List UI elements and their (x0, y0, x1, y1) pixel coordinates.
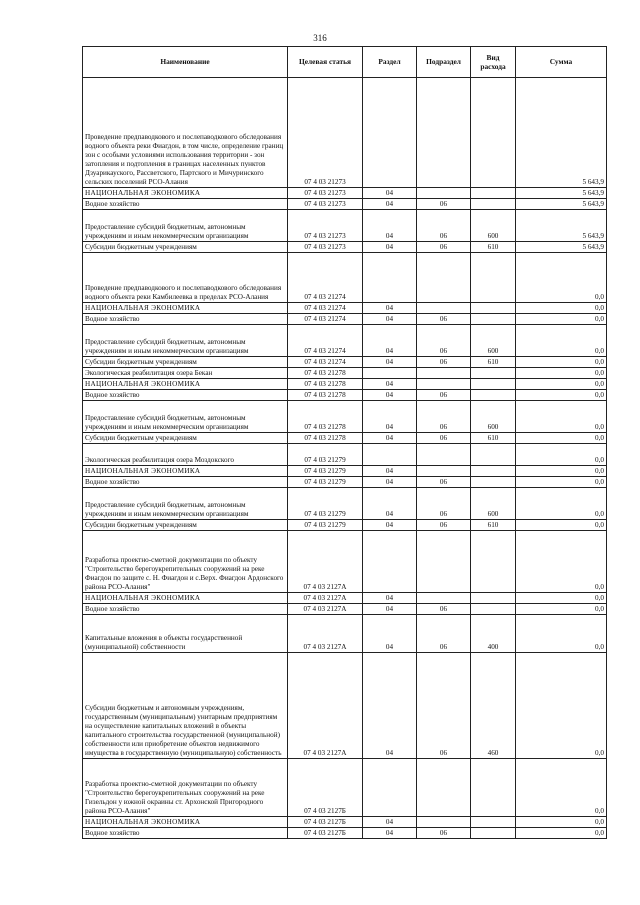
section-cell: 04 (363, 817, 417, 828)
target-article-cell: 07 4 03 21279 (288, 488, 363, 520)
sum-cell: 0,0 (516, 615, 607, 653)
target-article-cell: 07 4 03 21274 (288, 314, 363, 325)
table-row (83, 78, 607, 188)
sum-cell: 5 643,9 (516, 188, 607, 199)
sum-cell: 0,0 (516, 401, 607, 433)
expense-type-cell (471, 477, 516, 488)
section-cell (363, 368, 417, 379)
table-row (83, 325, 607, 357)
expense-type-cell (471, 828, 516, 839)
sum-cell: 0,0 (516, 520, 607, 531)
subsection-cell: 06 (417, 604, 471, 615)
row-name-cell: Проведение предпаводкового и послепаводкового обследования водного объекта реки Камбилеевка в пределах РСО-Алания (83, 253, 288, 303)
expense-type-cell (471, 390, 516, 401)
sum-cell: 5 643,9 (516, 199, 607, 210)
row-name-cell: НАЦИОНАЛЬНАЯ ЭКОНОМИКА (83, 188, 288, 199)
subsection-cell (417, 303, 471, 314)
section-cell: 04 (363, 390, 417, 401)
expense-type-cell: 610 (471, 242, 516, 253)
sum-cell: 5 643,9 (516, 242, 607, 253)
sum-cell: 0,0 (516, 531, 607, 593)
target-article-cell: 07 4 03 2127А (288, 615, 363, 653)
subsection-cell (417, 379, 471, 390)
row-name-cell: Проведение предпаводкового и послепаводкового обследования водного объекта реки Фиагдон, в том числе, определение границ зон с особыми условиями использования территории - зон затопления и подтопления в границах населенных пунктов Дзуарикауского, Рассветского, Партского и Мичуринского сельских поселений РСО-Алания (83, 78, 288, 188)
expense-type-cell: 610 (471, 520, 516, 531)
sum-cell: 0,0 (516, 488, 607, 520)
expense-type-cell: 400 (471, 615, 516, 653)
header-name: Наименование (83, 47, 288, 78)
table-header-row (83, 47, 607, 78)
subsection-cell: 06 (417, 477, 471, 488)
target-article-cell: 07 4 03 21279 (288, 520, 363, 531)
table-row (83, 615, 607, 653)
subsection-cell (417, 466, 471, 477)
subsection-cell: 06 (417, 488, 471, 520)
target-article-cell: 07 4 03 2127А (288, 531, 363, 593)
row-name-cell: Водное хозяйство (83, 604, 288, 615)
sum-cell: 5 643,9 (516, 210, 607, 242)
target-article-cell: 07 4 03 21278 (288, 368, 363, 379)
section-cell: 04 (363, 379, 417, 390)
table-row (83, 477, 607, 488)
section-cell: 04 (363, 188, 417, 199)
table-row (83, 253, 607, 303)
target-article-cell: 07 4 03 21274 (288, 303, 363, 314)
subsection-cell: 06 (417, 390, 471, 401)
row-name-cell: Водное хозяйство (83, 199, 288, 210)
sum-cell: 0,0 (516, 357, 607, 368)
expense-type-cell: 610 (471, 357, 516, 368)
section-cell: 04 (363, 210, 417, 242)
table-row (83, 199, 607, 210)
subsection-cell: 06 (417, 401, 471, 433)
sum-cell: 0,0 (516, 444, 607, 466)
sum-cell: 0,0 (516, 477, 607, 488)
row-name-cell: Водное хозяйство (83, 314, 288, 325)
target-article-cell: 07 4 03 21273 (288, 210, 363, 242)
row-name-cell: Субсидии бюджетным и автономным учреждениям, государственным (муниципальным) унитарным предприятиям на осуществление капитальных вложений в объекты капитального строительства государственной (муниципальной) собственности или приобретение объектов недвижимого имущества в государственную (муниципальную) собственность (83, 653, 288, 759)
table-row (83, 242, 607, 253)
target-article-cell: 07 4 03 21279 (288, 466, 363, 477)
subsection-cell (417, 78, 471, 188)
subsection-cell (417, 253, 471, 303)
row-name-cell: Экологическая реабилитация озера Моздокского (83, 444, 288, 466)
target-article-cell: 07 4 03 2127Б (288, 817, 363, 828)
sum-cell: 0,0 (516, 368, 607, 379)
table-row (83, 759, 607, 817)
subsection-cell: 06 (417, 520, 471, 531)
section-cell (363, 253, 417, 303)
expense-type-cell (471, 817, 516, 828)
section-cell (363, 531, 417, 593)
table-row (83, 357, 607, 368)
section-cell: 04 (363, 615, 417, 653)
target-article-cell: 07 4 03 21279 (288, 477, 363, 488)
table-row (83, 604, 607, 615)
expense-type-cell: 600 (471, 325, 516, 357)
subsection-cell: 06 (417, 314, 471, 325)
sum-cell: 0,0 (516, 466, 607, 477)
section-cell: 04 (363, 199, 417, 210)
sum-cell: 0,0 (516, 314, 607, 325)
expense-type-cell: 610 (471, 433, 516, 444)
section-cell: 04 (363, 242, 417, 253)
subsection-cell: 06 (417, 357, 471, 368)
expense-type-cell (471, 593, 516, 604)
subsection-cell (417, 444, 471, 466)
target-article-cell: 07 4 03 2127Б (288, 759, 363, 817)
table-row (83, 433, 607, 444)
subsection-cell: 06 (417, 242, 471, 253)
sum-cell: 0,0 (516, 253, 607, 303)
section-cell: 04 (363, 593, 417, 604)
row-name-cell: Предоставление субсидий бюджетным, автономным учреждениям и иным некоммерческим организациям (83, 325, 288, 357)
row-name-cell: Субсидии бюджетным учреждениям (83, 520, 288, 531)
table-row (83, 303, 607, 314)
subsection-cell (417, 368, 471, 379)
row-name-cell: Предоставление субсидий бюджетным, автономным учреждениям и иным некоммерческим организациям (83, 488, 288, 520)
table-row (83, 488, 607, 520)
sum-cell: 0,0 (516, 433, 607, 444)
table-row (83, 653, 607, 759)
table-row (83, 379, 607, 390)
subsection-cell (417, 188, 471, 199)
subsection-cell: 06 (417, 828, 471, 839)
table-row (83, 188, 607, 199)
row-name-cell: Разработка проектно-сметной документации по объекту "Строительство берегоукрепительных сооружений на реке Гизельдон у южной окраины ст. Архонской Пригородного района РСО-Алания" (83, 759, 288, 817)
section-cell: 04 (363, 325, 417, 357)
expense-type-cell (471, 314, 516, 325)
sum-cell: 0,0 (516, 379, 607, 390)
sum-cell: 0,0 (516, 390, 607, 401)
subsection-cell (417, 759, 471, 817)
section-cell: 04 (363, 466, 417, 477)
target-article-cell: 07 4 03 21274 (288, 357, 363, 368)
table-row (83, 817, 607, 828)
table-row (83, 390, 607, 401)
sum-cell: 0,0 (516, 828, 607, 839)
subsection-cell: 06 (417, 615, 471, 653)
table-body (83, 78, 607, 839)
sum-cell: 0,0 (516, 593, 607, 604)
row-name-cell: Разработка проектно-сметной документации по объекту "Строительство берегоукрепительных сооружений на реке Фиагдон по защите с. Н. Фиагдон и с.Верх. Фиагдон Ардонского района РСО-Алания" (83, 531, 288, 593)
section-cell: 04 (363, 828, 417, 839)
table-row (83, 314, 607, 325)
table-row (83, 531, 607, 593)
target-article-cell: 07 4 03 21273 (288, 78, 363, 188)
row-name-cell: Водное хозяйство (83, 477, 288, 488)
subsection-cell: 06 (417, 433, 471, 444)
table-row (83, 593, 607, 604)
row-name-cell: НАЦИОНАЛЬНАЯ ЭКОНОМИКА (83, 379, 288, 390)
expense-type-cell (471, 199, 516, 210)
sum-cell: 5 643,9 (516, 78, 607, 188)
row-name-cell: Водное хозяйство (83, 390, 288, 401)
row-name-cell: Субсидии бюджетным учреждениям (83, 242, 288, 253)
target-article-cell: 07 4 03 21279 (288, 444, 363, 466)
page-number: 316 (313, 33, 327, 43)
row-name-cell: Предоставление субсидий бюджетным, автономным учреждениям и иным некоммерческим организациям (83, 401, 288, 433)
row-name-cell: НАЦИОНАЛЬНАЯ ЭКОНОМИКА (83, 303, 288, 314)
target-article-cell: 07 4 03 21273 (288, 188, 363, 199)
expense-type-cell (471, 78, 516, 188)
subsection-cell (417, 817, 471, 828)
table-row (83, 444, 607, 466)
section-cell: 04 (363, 303, 417, 314)
row-name-cell: Водное хозяйство (83, 828, 288, 839)
subsection-cell (417, 593, 471, 604)
subsection-cell: 06 (417, 653, 471, 759)
subsection-cell: 06 (417, 210, 471, 242)
row-name-cell: Капитальные вложения в объекты государственной (муниципальной) собственности (83, 615, 288, 653)
target-article-cell: 07 4 03 2127А (288, 604, 363, 615)
expense-type-cell: 600 (471, 488, 516, 520)
table-row (83, 828, 607, 839)
section-cell: 04 (363, 357, 417, 368)
expense-type-cell: 600 (471, 210, 516, 242)
expense-type-cell: 600 (471, 401, 516, 433)
expense-type-cell (471, 379, 516, 390)
sum-cell: 0,0 (516, 817, 607, 828)
section-cell (363, 78, 417, 188)
row-name-cell: Субсидии бюджетным учреждениям (83, 433, 288, 444)
sum-cell: 0,0 (516, 759, 607, 817)
budget-table (82, 46, 607, 839)
target-article-cell: 07 4 03 2127А (288, 653, 363, 759)
section-cell: 04 (363, 653, 417, 759)
section-cell: 04 (363, 433, 417, 444)
expense-type-cell (471, 444, 516, 466)
target-article-cell: 07 4 03 21278 (288, 401, 363, 433)
sum-cell: 0,0 (516, 604, 607, 615)
table-row (83, 210, 607, 242)
table-row (83, 520, 607, 531)
subsection-cell (417, 531, 471, 593)
row-name-cell: Субсидии бюджетным учреждениям (83, 357, 288, 368)
expense-type-cell (471, 466, 516, 477)
sum-cell: 0,0 (516, 325, 607, 357)
expense-type-cell (471, 531, 516, 593)
header-expense-type: Вид расхода (471, 47, 516, 78)
row-name-cell: НАЦИОНАЛЬНАЯ ЭКОНОМИКА (83, 817, 288, 828)
expense-type-cell (471, 253, 516, 303)
header-sum: Сумма (516, 47, 607, 78)
target-article-cell: 07 4 03 2127Б (288, 828, 363, 839)
section-cell: 04 (363, 520, 417, 531)
expense-type-cell (471, 368, 516, 379)
header-target-article: Целевая статья (288, 47, 363, 78)
target-article-cell: 07 4 03 21278 (288, 390, 363, 401)
section-cell: 04 (363, 488, 417, 520)
section-cell (363, 759, 417, 817)
section-cell: 04 (363, 314, 417, 325)
target-article-cell: 07 4 03 21273 (288, 242, 363, 253)
section-cell: 04 (363, 401, 417, 433)
header-subsection: Подраздел (417, 47, 471, 78)
target-article-cell: 07 4 03 21273 (288, 199, 363, 210)
table-row (83, 466, 607, 477)
expense-type-cell: 460 (471, 653, 516, 759)
table-row (83, 401, 607, 433)
sum-cell: 0,0 (516, 653, 607, 759)
target-article-cell: 07 4 03 21274 (288, 253, 363, 303)
header-section: Раздел (363, 47, 417, 78)
row-name-cell: Экологическая реабилитация озера Бекан (83, 368, 288, 379)
row-name-cell: Предоставление субсидий бюджетным, автономным учреждениям и иным некоммерческим организациям (83, 210, 288, 242)
subsection-cell: 06 (417, 325, 471, 357)
section-cell: 04 (363, 604, 417, 615)
subsection-cell: 06 (417, 199, 471, 210)
sum-cell: 0,0 (516, 303, 607, 314)
section-cell (363, 444, 417, 466)
expense-type-cell (471, 303, 516, 314)
expense-type-cell (471, 604, 516, 615)
row-name-cell: НАЦИОНАЛЬНАЯ ЭКОНОМИКА (83, 593, 288, 604)
table-row (83, 368, 607, 379)
target-article-cell: 07 4 03 21278 (288, 379, 363, 390)
target-article-cell: 07 4 03 21274 (288, 325, 363, 357)
expense-type-cell (471, 188, 516, 199)
expense-type-cell (471, 759, 516, 817)
section-cell: 04 (363, 477, 417, 488)
target-article-cell: 07 4 03 21278 (288, 433, 363, 444)
row-name-cell: НАЦИОНАЛЬНАЯ ЭКОНОМИКА (83, 466, 288, 477)
target-article-cell: 07 4 03 2127А (288, 593, 363, 604)
